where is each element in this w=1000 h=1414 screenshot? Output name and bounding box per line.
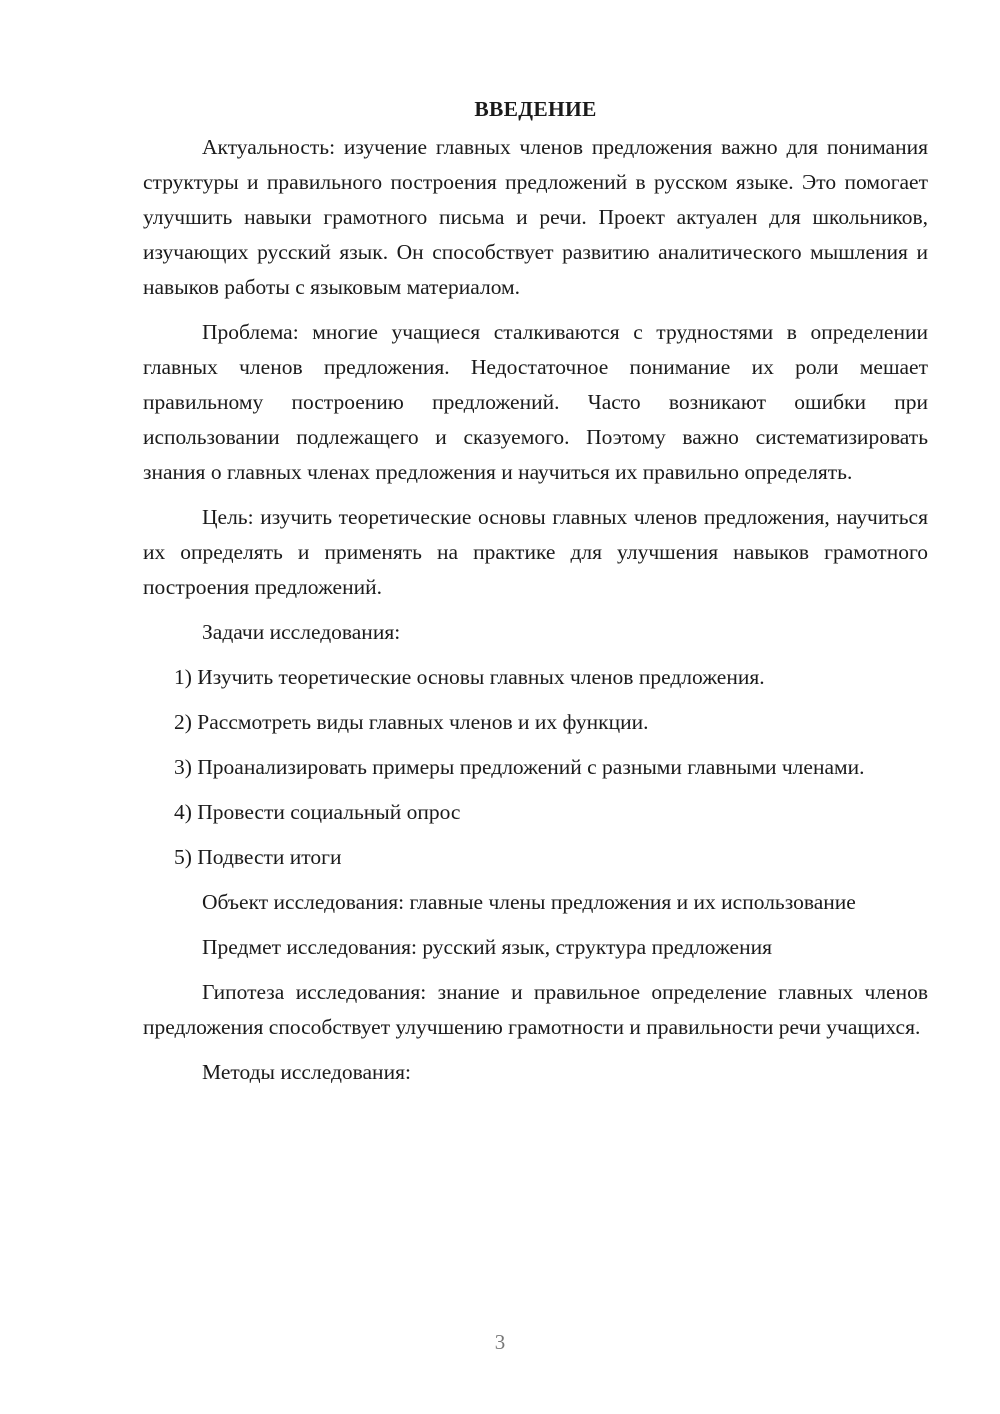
task-item-3: 3) Проанализировать примеры предложений с разными главными членами. (174, 755, 865, 779)
methods-heading: Методы исследования: (202, 1060, 411, 1084)
tasks-heading: Задачи исследования: (202, 620, 401, 644)
problem-paragraph: Проблема: многие учащиеся сталкиваются с трудностями в определении главных членов предложения. Недостаточное понимание их роли мешает правильному построению предложений. Часто возникают ошибки при использовании подлежащего и сказуемого. Поэтому важно систематизировать знания о главных членах предложения и научиться их правильно определять. (143, 320, 928, 484)
page-number: 3 (494, 1330, 506, 1354)
subject-paragraph: Предмет исследования: русский язык, структура предложения (202, 935, 773, 959)
relevance-paragraph: Актуальность: изучение главных членов предложения важно для понимания структуры и правильного построения предложений в русском языке. Это помогает улучшить навыки грамотного письма и речи. Проект актуален для школьников, изучающих русский язык. Он способствует развитию аналитического мышления и навыков работы с языковым материалом. (143, 135, 928, 299)
hypothesis-paragraph: Гипотеза исследования: знание и правильное определение главных членов предложения способствует улучшению грамотности и правильности речи учащихся. (143, 980, 928, 1039)
document-page (143, 92, 928, 1100)
task-item-1: 1) Изучить теоретические основы главных членов предложения. (174, 665, 765, 689)
goal-paragraph: Цель: изучить теоретические основы главных членов предложения, научиться их определять и применять на практике для улучшения навыков грамотного построения предложений. (143, 505, 928, 599)
task-item-4: 4) Провести социальный опрос (174, 800, 461, 824)
page-title: ВВЕДЕНИЕ (474, 97, 597, 121)
task-item-5: 5) Подвести итоги (174, 845, 342, 869)
task-item-2: 2) Рассмотреть виды главных членов и их функции. (174, 710, 649, 734)
object-paragraph: Объект исследования: главные члены предложения и их использование (202, 890, 856, 914)
